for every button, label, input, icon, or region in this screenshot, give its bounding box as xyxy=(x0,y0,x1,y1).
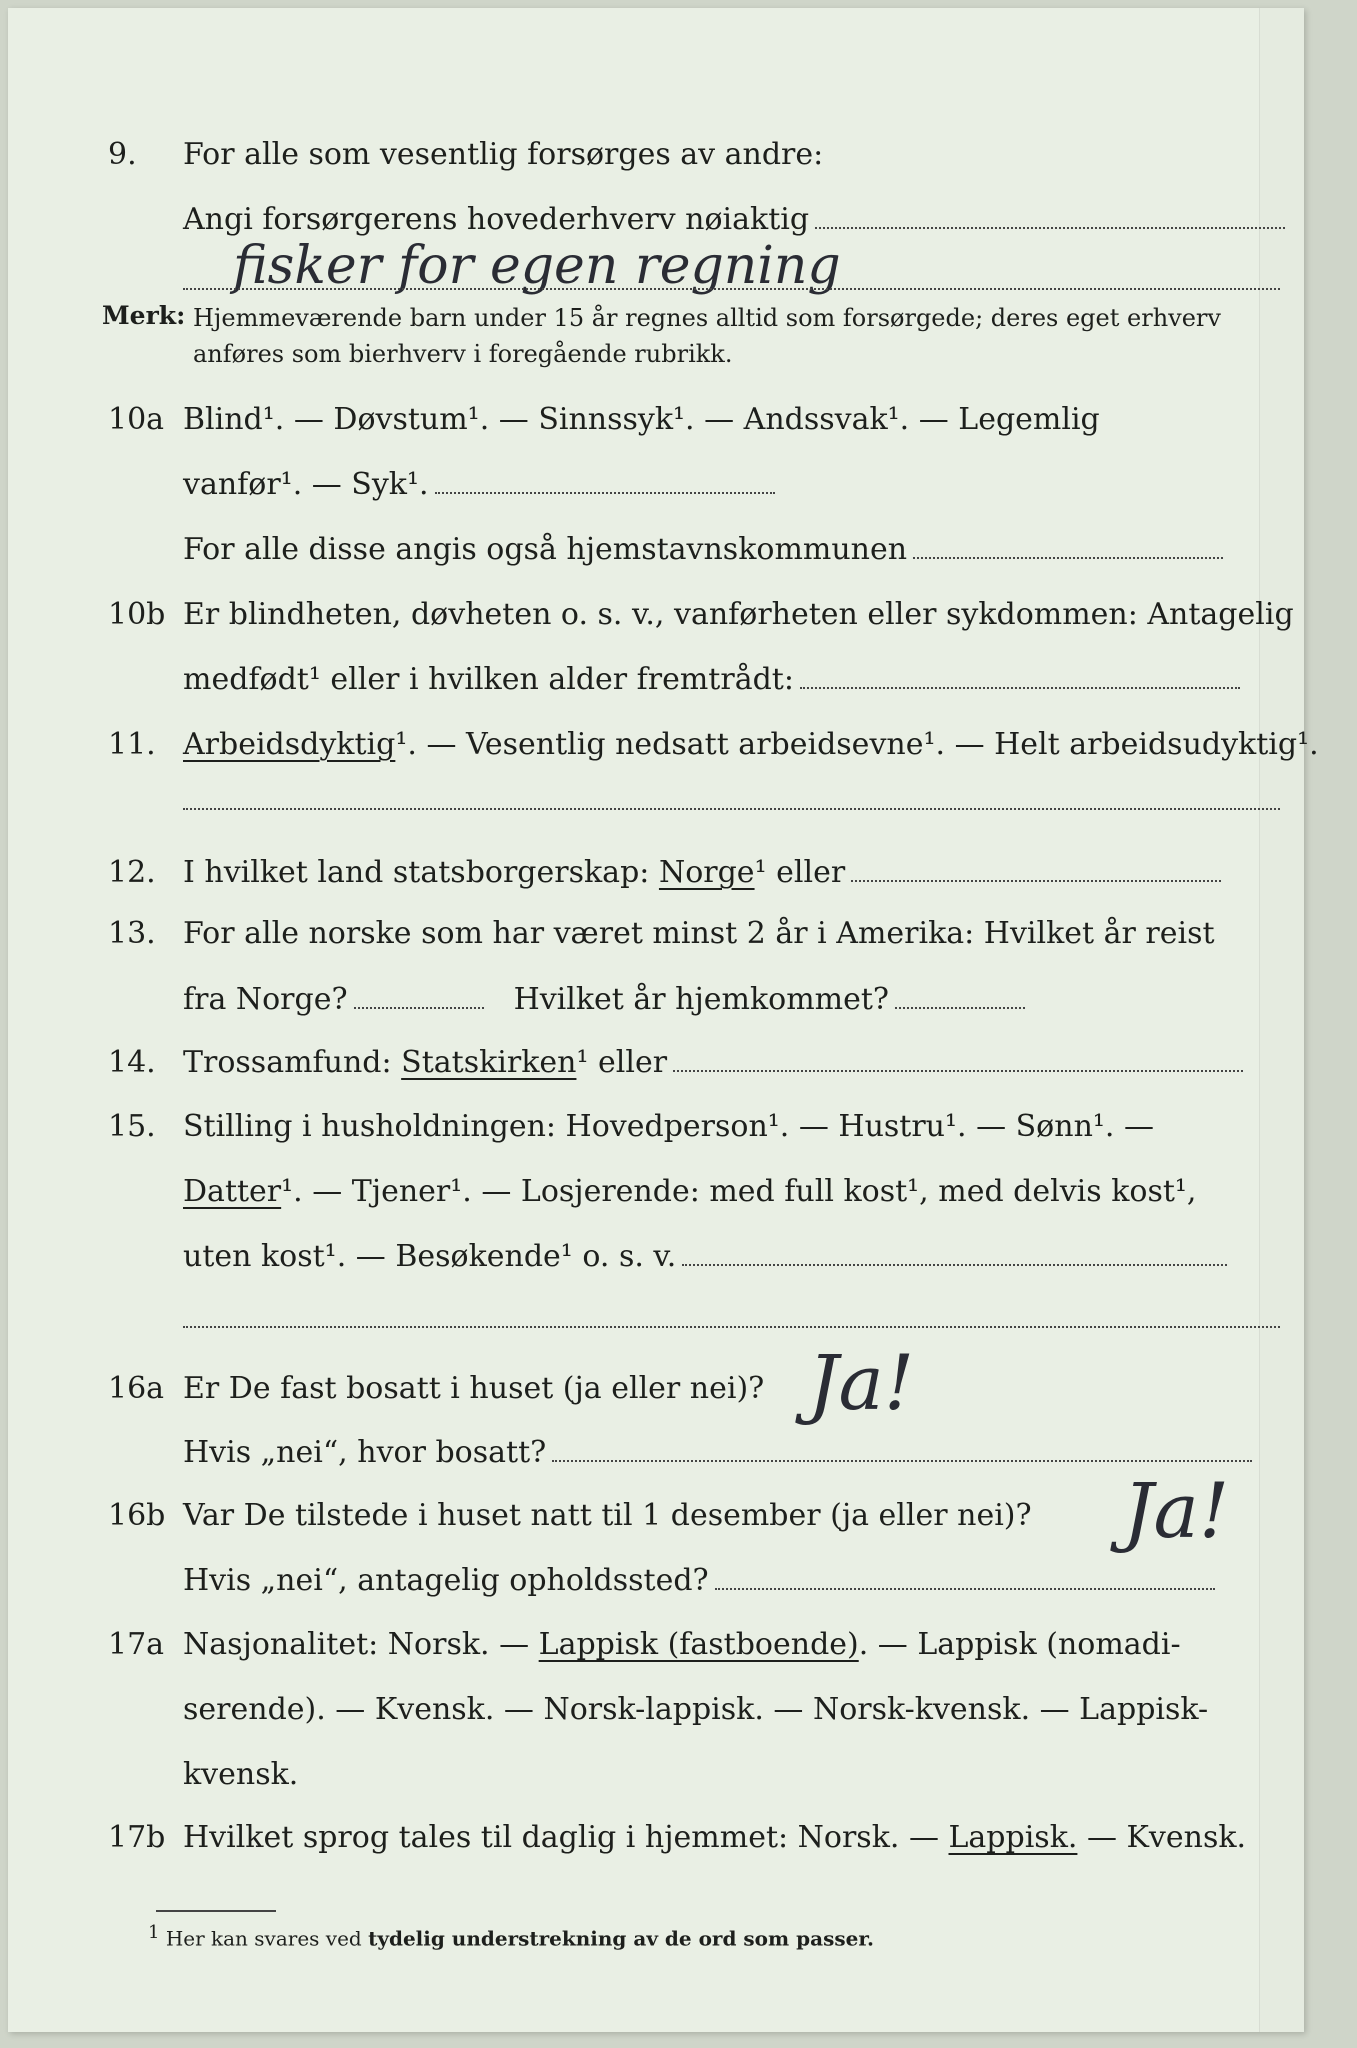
question-text: Var De tilstede i huset natt til 1 desember (ja eller nei)? xyxy=(183,1498,1032,1533)
question-16a xyxy=(8,1359,1304,1419)
question-10a-line2 xyxy=(8,455,1304,515)
question-15-line3 xyxy=(8,1227,1304,1287)
answer-field[interactable] xyxy=(895,1006,1025,1009)
underlined-answer: Norge xyxy=(658,855,755,890)
answer-field[interactable] xyxy=(815,226,1285,229)
question-text: Blind¹. — Døvstum¹. — Sinnssyk¹. — Andssvak¹. — Legemlig xyxy=(183,402,1100,437)
question-12 xyxy=(8,843,1304,903)
question-13-line2 xyxy=(8,970,1304,1030)
question-text: For alle som vesentlig forsørges av andre: xyxy=(183,137,824,172)
question-text: Nasjonalitet: Norsk. — xyxy=(183,1627,530,1662)
question-number: 16a xyxy=(108,1371,165,1406)
footnote-rule xyxy=(156,1910,276,1912)
question-text: ¹. — Tjener¹. — Losjerende: med full kost¹, med delvis kost¹, xyxy=(281,1174,1197,1209)
question-number: 13. xyxy=(108,916,156,951)
census-form-page xyxy=(8,8,1319,2032)
question-text: ¹ eller xyxy=(576,1045,668,1080)
handwritten-answer: Ja! xyxy=(808,1338,915,1427)
question-text: For alle disse angis også hjemstavnskommunen xyxy=(183,532,908,567)
question-10b xyxy=(8,585,1304,645)
answer-field[interactable] xyxy=(673,1069,1243,1072)
note-label: Merk: xyxy=(102,301,186,330)
footnote-bold-text: tydelig understrekning av de ord som passer. xyxy=(368,1926,874,1951)
footnote xyxy=(148,1918,874,1954)
question-text: Trossamfund: xyxy=(183,1045,392,1080)
question-15 xyxy=(8,1097,1304,1157)
question-text: ¹. — Vesentlig nedsatt arbeidsevne¹. — Helt arbeidsudyktig¹. xyxy=(395,727,1319,762)
footnote-text: Her kan svares ved xyxy=(165,1926,362,1951)
underlined-answer: Lappisk. xyxy=(948,1820,1078,1855)
question-10b-line2 xyxy=(8,650,1304,710)
question-text: Hvilket år hjemkommet? xyxy=(513,982,890,1017)
question-text: kvensk. xyxy=(183,1757,299,1792)
question-number: 10b xyxy=(108,597,166,632)
question-16b xyxy=(8,1486,1304,1546)
question-13 xyxy=(8,904,1304,964)
question-text: Hvilket sprog tales til daglig i hjemmet: Norsk. — xyxy=(183,1820,939,1855)
answer-field[interactable] xyxy=(183,288,1280,290)
question-11 xyxy=(8,715,1319,775)
question-text: serende). — Kvensk. — Norsk-lappisk. — Norsk-kvensk. — Lappisk- xyxy=(183,1692,1209,1727)
answer-field[interactable] xyxy=(183,808,1280,810)
question-text: vanfør¹. — Syk¹. xyxy=(183,467,429,502)
question-text: Hvis „nei“, hvor bosatt? xyxy=(183,1435,547,1470)
question-text: . — Lappisk (nomadi- xyxy=(858,1627,1181,1662)
question-17a xyxy=(8,1615,1304,1675)
answer-field[interactable] xyxy=(913,556,1223,559)
question-text: fra Norge? xyxy=(183,982,348,1017)
answer-field[interactable] xyxy=(715,1587,1215,1590)
question-text: medfødt¹ eller i hvilken alder fremtrådt: xyxy=(183,662,794,697)
question-text: uten kost¹. — Besøkende¹ o. s. v. xyxy=(183,1239,677,1274)
question-number: 16b xyxy=(108,1498,166,1533)
question-text: Stilling i husholdningen: Hovedperson¹. — Hustru¹. — Sønn¹. — xyxy=(183,1109,1154,1144)
answer-field[interactable] xyxy=(800,686,1240,689)
handwritten-answer: Ja! xyxy=(1123,1466,1230,1555)
question-17b xyxy=(8,1808,1304,1868)
question-text: Er De fast bosatt i huset (ja eller nei)? xyxy=(183,1371,765,1406)
question-number: 10a xyxy=(108,402,165,437)
question-14 xyxy=(8,1033,1304,1093)
question-number: 9. xyxy=(108,137,137,172)
answer-field[interactable] xyxy=(552,1459,1252,1462)
answer-field[interactable] xyxy=(682,1263,1227,1266)
question-number: 11. xyxy=(108,727,156,762)
question-16b-line2 xyxy=(8,1551,1304,1611)
answer-field[interactable] xyxy=(435,491,775,494)
question-text: For alle norske som har været minst 2 år i Amerika: Hvilket år reist xyxy=(183,916,1215,951)
underlined-answer: Datter xyxy=(183,1174,282,1209)
question-10a-line3 xyxy=(8,520,1304,580)
underlined-answer: Arbeidsdyktig xyxy=(183,727,396,762)
question-text: ¹ eller xyxy=(754,855,846,890)
underlined-answer: Lappisk (fastboende) xyxy=(538,1627,859,1662)
question-text: Hvis „nei“, antagelig opholdssted? xyxy=(183,1563,709,1598)
question-number: 15. xyxy=(108,1109,156,1144)
question-number: 14. xyxy=(108,1045,156,1080)
question-9 xyxy=(8,125,1304,185)
footnote-mark: 1 xyxy=(148,1922,160,1943)
question-15-line2 xyxy=(8,1162,1304,1222)
question-text: I hvilket land statsborgerskap: xyxy=(183,855,650,890)
question-16a-line2 xyxy=(8,1423,1304,1483)
question-number: 17b xyxy=(108,1820,166,1855)
question-text: Angi forsørgerens hovederhverv nøiaktig xyxy=(183,202,810,237)
question-text: — Kvensk. xyxy=(1086,1820,1247,1855)
answer-field[interactable] xyxy=(851,879,1221,882)
question-10a xyxy=(8,390,1304,450)
underlined-answer: Statskirken xyxy=(401,1045,577,1080)
question-text: Er blindheten, døvheten o. s. v., vanførheten eller sykdommen: Antagelig xyxy=(183,597,1294,632)
handwritten-answer: fisker for egen regning xyxy=(233,236,841,296)
question-number: 12. xyxy=(108,855,156,890)
answer-field[interactable] xyxy=(354,1006,484,1009)
answer-field[interactable] xyxy=(183,1326,1280,1328)
question-17a-line2 xyxy=(8,1680,1304,1740)
question-number: 17a xyxy=(108,1627,165,1662)
question-17a-line3 xyxy=(8,1745,1304,1805)
note-text: Hjemmeværende barn under 15 år regnes alltid som forsørgede; deres eget erhverv anføres som bierhverv i foregående rubrikk. xyxy=(193,304,1221,368)
